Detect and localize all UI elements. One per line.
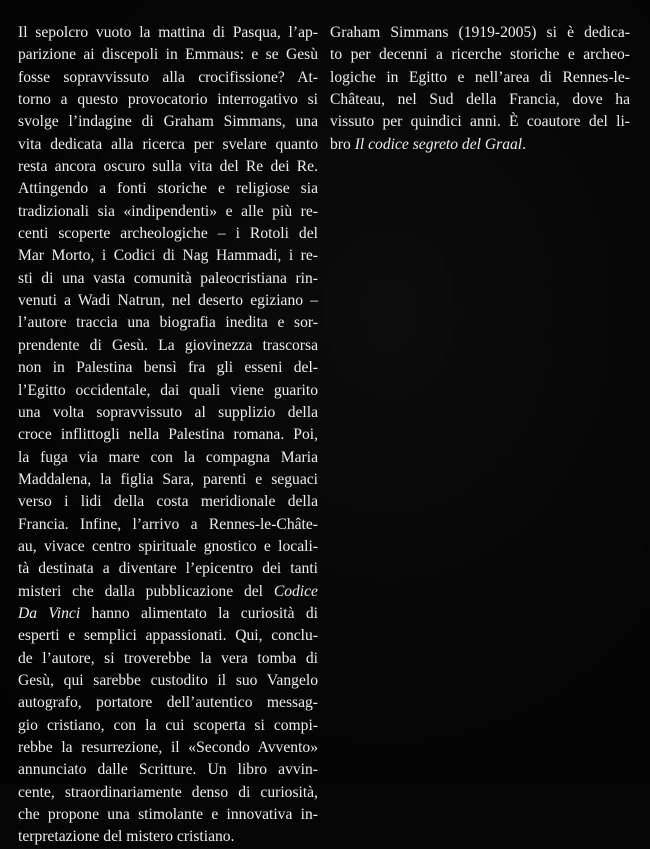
blurb-line: croce inflittogli nella Palestina romana. Poi, (18, 426, 318, 444)
book-title-italic: Il codice segreto del Graal (354, 135, 523, 153)
blurb-line: Mar Morto, i Codici di Nag Hammadi, i re- (18, 247, 318, 265)
blurb-line: verso i lidi della costa meridionale della (18, 493, 318, 511)
blurb-line: prendente di Gesù. La giovinezza trascorsa (18, 336, 318, 354)
blurb-line: autografo, portatore dell’autentico messag- (18, 694, 318, 712)
blurb-line: la fuga via mare con la compagna Maria (18, 448, 318, 466)
bio-text: . (522, 135, 527, 153)
blurb-line: au, vivace centro spirituale gnostico e locali- (18, 537, 318, 555)
blurb-line: una volta sopravvissuto al supplizio della (18, 403, 318, 421)
blurb-line (18, 581, 318, 603)
blurb-line: torno a questo provocatorio interrogativo si (18, 91, 318, 109)
blurb-line: l’Egitto occidentale, dai quali viene guarito (18, 381, 318, 399)
blurb-line: annunciato dalle Scritture. Un libro avvin- (18, 761, 318, 779)
blurb-line: Francia. Infine, l’arrivo a Rennes-le-Châte- (18, 515, 318, 533)
blurb-line: sti di una vasta comunità paleocristiana rin- (18, 269, 318, 287)
bio-line: to per decenni a ricerche storiche e archeo- (330, 46, 630, 64)
blurb-line: svolge l’indagine di Graham Simmans, una (18, 113, 318, 131)
blurb-text: hanno alimentato la curiosità di (80, 604, 318, 622)
blurb-line: fosse sopravvissuto alla crocifissione? At- (18, 68, 318, 86)
blurb-line: parizione ai discepoli in Emmaus: e se Gesù (18, 46, 318, 64)
blurb-line: Gesù, qui sarebbe custodito il suo Vangelo (18, 671, 318, 689)
blurb-line: de l’autore, si troverebbe la vera tomba di (18, 649, 318, 667)
blurb-line: che propone una stimolante e innovativa in- (18, 806, 318, 824)
book-title-italic: Da Vinci (18, 604, 81, 622)
blurb-line: venuti a Wadi Natrun, nel deserto egiziano – (18, 292, 318, 310)
blurb-text: misteri che dalla pubblicazione del (18, 582, 263, 600)
bio-text: bro (330, 135, 355, 153)
blurb-line: rebbe la resurrezione, il «Secondo Avvento» (18, 739, 318, 756)
blurb-column (18, 22, 318, 849)
blurb-line: cente, straordinariamente denso di curiosità, (18, 783, 318, 801)
bio-line: vissuto per quindici anni. È coautore del li- (330, 113, 630, 131)
blurb-line: l’autore traccia una biografia inedita e sor- (18, 314, 318, 332)
blurb-line: gio cristiano, con la cui scoperta si compi- (18, 716, 318, 734)
blurb-line: Maddalena, la figlia Sara, parenti e seguaci (18, 470, 318, 488)
blurb-line: vita dedicata alla ricerca per svelare quanto (18, 135, 318, 153)
bio-line: Château, nel Sud della Francia, dove ha (330, 91, 630, 109)
blurb-line: tà destinata a diventare l’epicentro dei tanti (18, 560, 318, 578)
blurb-line: Attingendo a fonti storiche e religiose sia (18, 180, 318, 198)
blurb-line: terpretazione del mistero cristiano. (18, 828, 235, 846)
bio-line (330, 134, 630, 156)
blurb-line (18, 603, 318, 625)
blurb-line: non in Palestina bensì fra gli esseni del- (18, 359, 318, 377)
blurb-line: resta ancora oscuro sulla vita del Re dei Re. (18, 158, 318, 176)
bio-line: logiche in Egitto e nell’area di Rennes-le- (330, 68, 630, 86)
blurb-line: esperti e semplici appassionati. Qui, conclu- (18, 627, 318, 645)
bio-line: Graham Simmans (1919-2005) si è dedica- (330, 24, 630, 41)
blurb-line: Il sepolcro vuoto la mattina di Pasqua, l’ap- (18, 24, 318, 41)
blurb-line: centi scoperte archeologiche – i Rotoli del (18, 225, 318, 243)
author-bio-column (330, 22, 630, 156)
book-title-italic: Codice (273, 582, 318, 600)
blurb-line: tradizionali sia «indipendenti» e alle più re- (18, 202, 318, 220)
